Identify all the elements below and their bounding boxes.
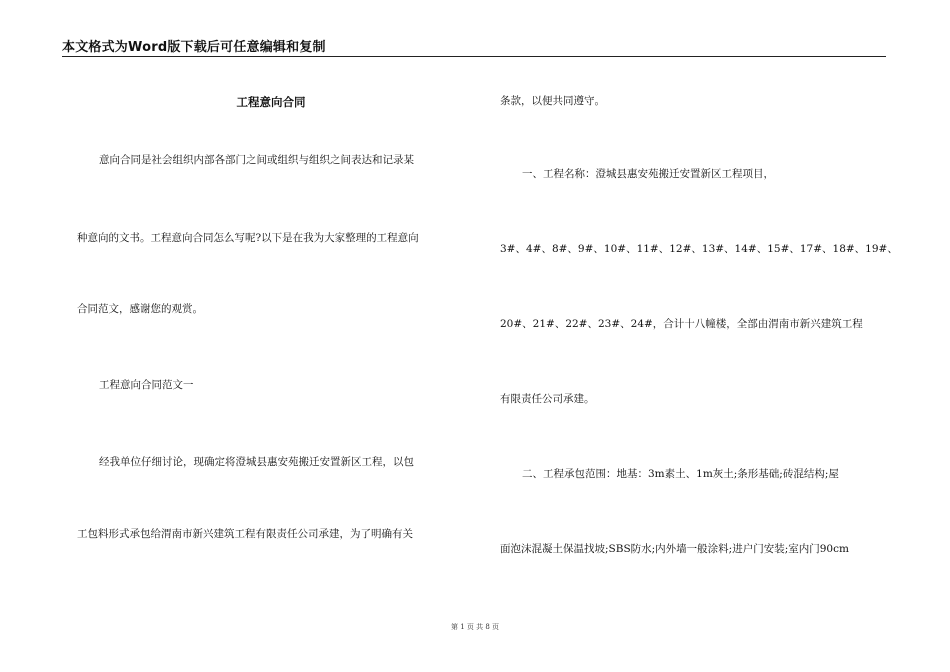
- document-title: 工程意向合同: [236, 95, 306, 109]
- paragraph-line: 面泡沫混凝土保温找坡;SBS防水;内外墙一般涂料;进户门安装;室内门90cm: [500, 543, 849, 555]
- paragraph-line: 有限责任公司承建。: [500, 393, 595, 405]
- paragraph-line: 二、工程承包范围：地基：3m素土、1m灰土;条形基础;砖混结构;屋: [522, 468, 839, 480]
- paragraph-line: 条款，以便共同遵守。: [500, 95, 605, 107]
- paragraph-line: 合同范文，感谢您的观赏。: [77, 303, 203, 315]
- paragraph-line: 一、工程名称：澄城县惠安苑搬迁安置新区工程项目，: [522, 168, 774, 180]
- paragraph-line: 20#、21#、22#、23#、24#，合计十八幢楼，全部由渭南市新兴建筑工程: [500, 318, 863, 330]
- page-footer: 第 1 页 共 8 页: [450, 623, 500, 631]
- header-text: 本文格式为Word版下载后可任意编辑和复制: [62, 40, 326, 55]
- paragraph-line: 工包料形式承包给渭南市新兴建筑工程有限责任公司承建，为了明确有关: [77, 528, 413, 540]
- paragraph-line: 经我单位仔细讨论，现确定将澄城县惠安苑搬迁安置新区工程，以包: [99, 456, 414, 468]
- section-heading: 工程意向合同范文一: [99, 379, 194, 391]
- paragraph-line: 种意向的文书。工程意向合同怎么写呢?以下是在我为大家整理的工程意向: [77, 232, 419, 244]
- paragraph-line: 3#、4#、8#、9#、10#、11#、12#、13#、14#、15#、17#、18#、19#、: [500, 243, 898, 255]
- paragraph-line: 意向合同是社会组织内部各部门之间或组织与组织之间表达和记录某: [99, 154, 414, 166]
- page-header: [62, 34, 886, 57]
